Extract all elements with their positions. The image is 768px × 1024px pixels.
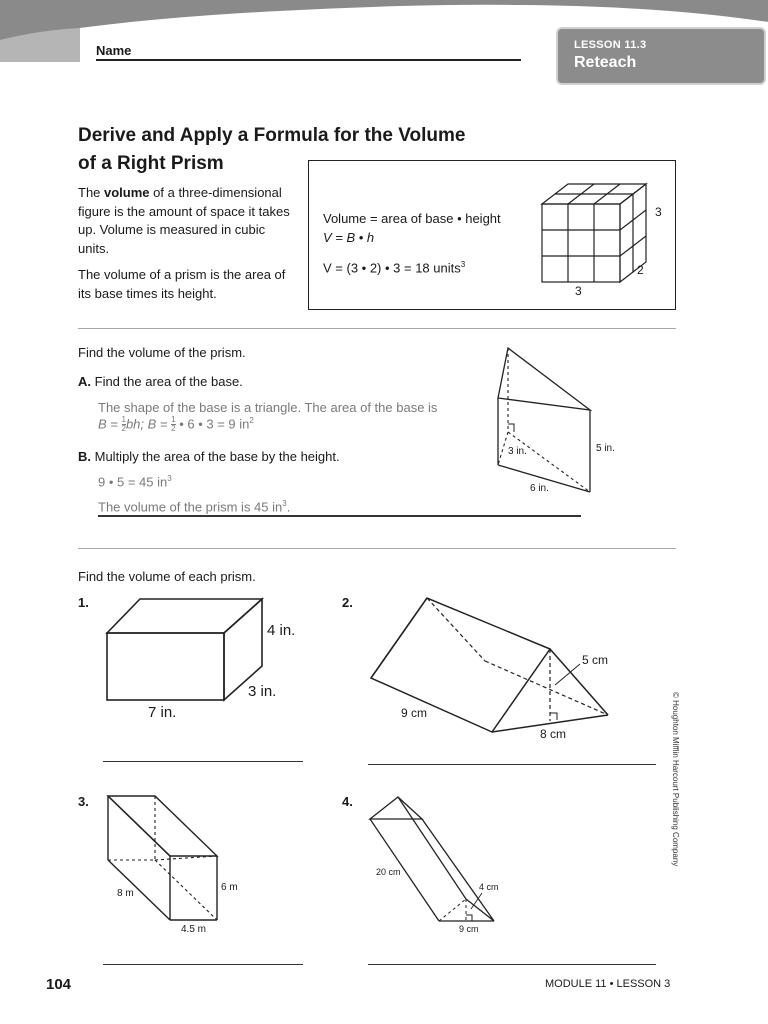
worked-base-label: 6 in. [530, 483, 549, 494]
cube-height-label: 3 [655, 205, 662, 219]
problem-2-base-label: 8 cm [540, 727, 567, 741]
problem-3-figure [100, 790, 230, 930]
problem-4-height-label: 4 cm [479, 882, 499, 892]
step-b: B. Multiply the area of the base by the height. [78, 449, 340, 464]
divider [78, 548, 676, 549]
problem-2-length-label: 9 cm [401, 706, 428, 720]
step-a-answer-1: The shape of the base is a triangle. The area of the base is [98, 400, 438, 415]
title-line-2: of a Right Prism [78, 153, 224, 174]
problem-2-height-label: 5 cm [582, 653, 609, 667]
formula-line-2: V = B • h [323, 230, 375, 245]
problem-3-depth-label: 8 m [117, 888, 134, 899]
copyright-notice: © Houghton Mifflin Harcourt Publishing Company [671, 692, 680, 867]
intro-paragraph-1: The volume of a three-dimensional figure is the amount of space it takes up. Volume is measured in cubic units. [78, 185, 290, 256]
worked-prompt: Find the volume of the prism. [78, 345, 246, 360]
lesson-badge [556, 27, 766, 85]
title-line-1: Derive and Apply a Formula for the Volume [78, 125, 466, 146]
worked-base-height-label: 3 in. [508, 446, 527, 457]
practice-prompt: Find the volume of each prism. [78, 569, 256, 584]
page-number: 104 [46, 976, 72, 993]
problem-4-answer-line[interactable] [368, 964, 656, 965]
cube-depth-label: 2 [637, 263, 644, 277]
lesson-number: LESSON 11.3 [574, 39, 647, 51]
formula-line-1: Volume = area of base • height [323, 211, 501, 226]
problem-3-width-label: 4.5 m [181, 924, 207, 935]
problem-1-length-label: 7 in. [148, 704, 177, 721]
example-box [308, 160, 676, 310]
problem-4-number: 4. [342, 794, 353, 809]
step-b-answer-2: The volume of the prism is 45 $in^3$. [98, 499, 291, 515]
problem-4-base-label: 9 cm [459, 924, 479, 934]
step-b-answer-1: 9 • 5 = 45 $in^3$ [98, 474, 172, 490]
name-label: Name [96, 43, 132, 58]
problem-2-answer-line[interactable] [368, 764, 656, 765]
lesson-type: Reteach [574, 54, 637, 71]
problem-3-height-label: 6 m [221, 882, 238, 893]
intro-paragraph-2: The volume of a prism is the area of its base times its height. [78, 267, 286, 301]
worked-answer-line [98, 515, 581, 517]
cube-width-label: 3 [575, 284, 582, 298]
problem-4-figure [365, 792, 505, 927]
problem-1-depth-label: 3 in. [248, 683, 277, 700]
problem-3-answer-line[interactable] [103, 964, 303, 965]
problem-2-number: 2. [342, 595, 353, 610]
problem-3-number: 3. [78, 794, 89, 809]
step-a: A. Find the area of the base. [78, 374, 243, 389]
worked-height-label: 5 in. [596, 443, 615, 454]
intro-text [78, 184, 298, 311]
problem-1-number: 1. [78, 595, 89, 610]
divider [78, 328, 676, 329]
problem-1-height-label: 4 in. [267, 622, 296, 639]
problem-1-answer-line[interactable] [103, 761, 303, 762]
formula-line-3: V = (3 • 2) • 3 = 18 units$^3$ [323, 260, 466, 276]
problem-1-figure [100, 592, 270, 712]
unit-cube-figure [537, 169, 672, 299]
worked-prism-figure [490, 340, 630, 500]
problem-4-length-label: 20 cm [376, 867, 401, 877]
name-field[interactable] [96, 59, 521, 61]
module-label: MODULE 11 • LESSON 3 [545, 978, 671, 990]
step-a-answer-2: B = $\frac{1}{2}$ bh; B = $\frac{1}{2}$ • 6 • 3 = 9 $in^2$ [98, 415, 254, 434]
